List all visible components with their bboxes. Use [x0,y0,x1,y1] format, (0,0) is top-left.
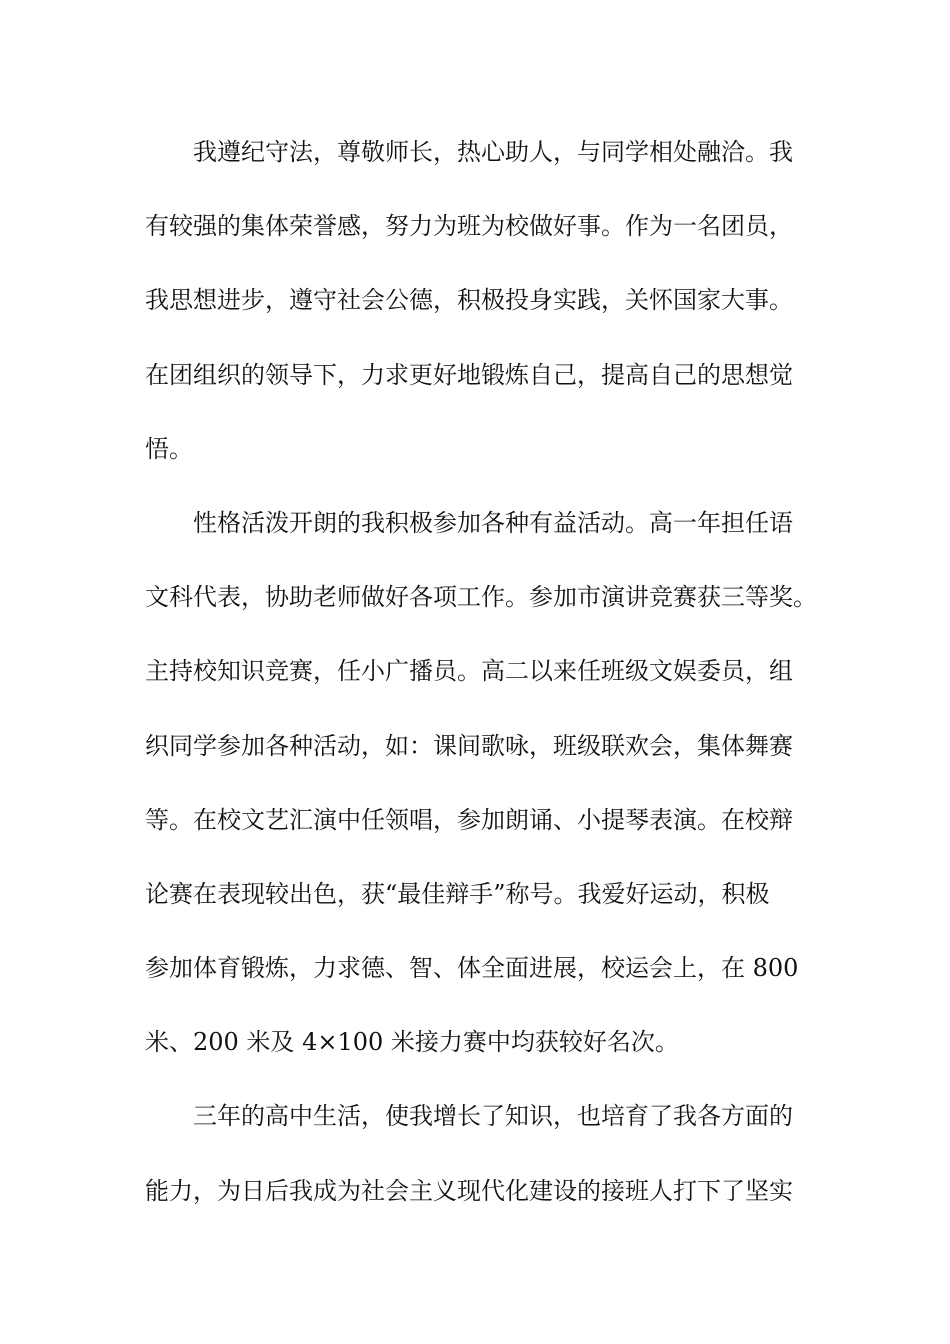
text-line: 主持校知识竞赛，任小广播员。高二以来任班级文娱委员，组 [145,657,793,686]
text-line: 米、200 米及 4×100 米接力赛中均获较好名次。 [145,1028,679,1057]
text-line: 三年的高中生活，使我增长了知识，也培育了我各方面的 [193,1102,793,1131]
text-line: 论赛在表现较出色，获“最佳辩手”称号。我爱好运动，积极 [145,879,770,908]
text-line: 我遵纪守法，尊敬师长，热心助人，与同学相处融洽。我 [193,138,793,166]
document-body [145,128,817,1241]
paragraph-conduct [145,128,810,499]
text-line: 在团组织的领导下，力求更好地锻炼自己，提高自己的思想觉 [145,360,793,389]
text-line: 参加体育锻炼，力求德、智、体全面进展，校运会上，在 800 [145,954,799,983]
text-line: 有较强的集体荣誉感，努力为班为校做好事。作为一名团员， [145,212,793,241]
text-line: 悟。 [145,434,193,463]
text-line: 性格活泼开朗的我积极参加各种有益活动。高一年担任语 [193,508,793,537]
paragraph-summary [145,1092,810,1240]
paragraph-activities [145,499,817,1093]
text-line: 织同学参加各种活动，如：课间歌咏，班级联欢会，集体舞赛 [145,731,793,760]
text-line: 等。在校文艺汇演中任领唱，参加朗诵、小提琴表演。在校辩 [145,805,793,834]
text-line: 能力，为日后我成为社会主义现代化建设的接班人打下了坚实 [145,1176,793,1205]
text-line: 文科代表，协助老师做好各项工作。参加市演讲竞赛获三等奖。 [145,583,817,612]
text-line: 我思想进步，遵守社会公德，积极投身实践，关怀国家大事。 [145,286,793,315]
